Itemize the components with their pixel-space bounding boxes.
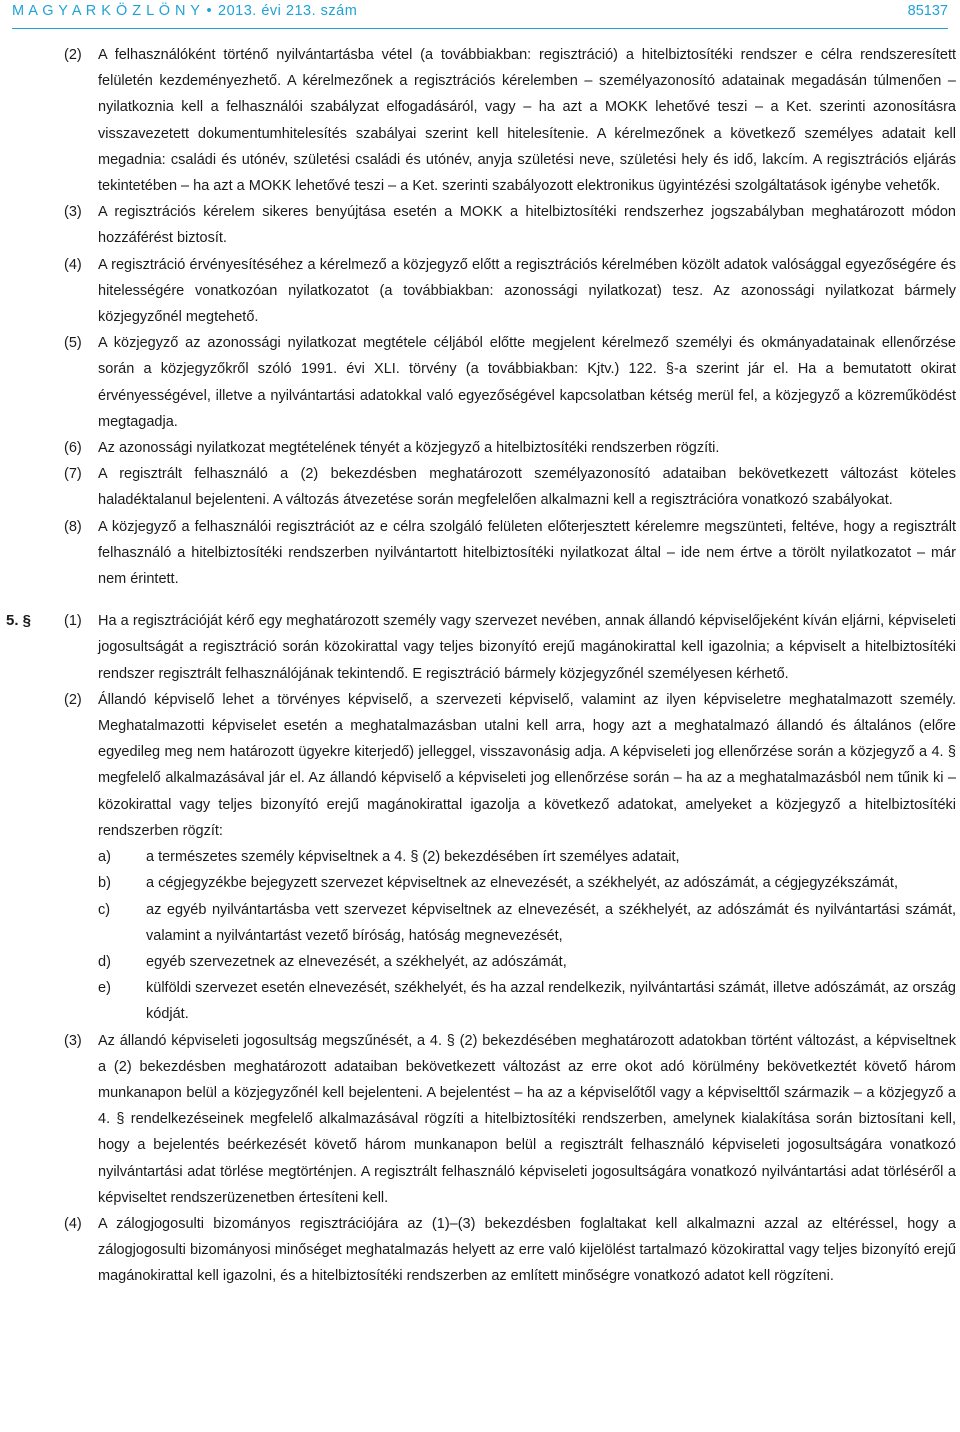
paragraph-number: (6) (64, 440, 82, 457)
paragraph-text: A közjegyző az azonossági nyilatkozat megtétele céljából előtte megjelent kérelmező személyi és okmányadatainak ellenőrzése során a közjegyzőkről szóló 1991. évi XLI. törvény (a továbbiakban: Kjtv.) 122. §-a szerint jár el. Ha a bemutatott okirat érvényességével, illetve a nyilvántartási adatokkal való egyezőségével kapcsolatban kétség merül fel, a közjegyző a közreműködést megtagadja. (98, 335, 956, 430)
paragraph (0, 608, 960, 687)
list-item-letter: d) (98, 953, 111, 970)
list-item-text: külföldi szervezet esetén elnevezését, székhelyét, és ha azzal rendelkezik, nyilvántartási számát, illetve adószámát, az ország kódját. (146, 980, 956, 1023)
paragraph-number: (3) (64, 1032, 82, 1049)
list-item (0, 844, 960, 870)
paragraph-number: (1) (64, 613, 82, 630)
section-label: 5. § (6, 612, 32, 630)
paragraph-text: A felhasználóként történő nyilvántartásba vétel (a továbbiakban: regisztráció) a hitelbiztosítéki rendszer e célra rendszeresített felületén kezdeményezhető. A kérelmezőnek a regisztrációs kérelemben – személyazonosító adatainak megadásán túlmenően – nyilatkoznia kell a felhasználói szabályzat elfogadásáról, vagy – ha azt a MOKK lehetővé teszi – a Ket. szerinti azonosításra visszavezetett dokumentumhitelesítés szabályai szerint kell hitelesítenie. A kérelmezőnek a következő személyes adatait kell megadnia: családi és utónév, születési családi és utónév, anyja születési neve, születési hely és idő, lakcím. A regisztrációs eljárás tekintetében – ha azt a MOKK lehetővé teszi – a Ket. szerinti szabályozott elektronikus ügyintézési szolgáltatások igénybe vehetők. (98, 47, 956, 195)
document-body (0, 42, 960, 1290)
paragraph (0, 461, 960, 513)
publication-title: M A G Y A R K Ö Z L Ö N Y (12, 3, 201, 19)
issue-number: 2013. évi 213. szám (218, 3, 358, 19)
list-item-letter: e) (98, 980, 111, 997)
running-head (12, 3, 357, 19)
list-item-letter: c) (98, 901, 111, 918)
paragraph-text: Állandó képviselő lehet a törvényes képviselő, a szervezeti képviselő, valamint az ilyen képviseletre meghatalmazott személy. Meghatalmazotti képviselet esetén a meghatalmazásban utalni kell arra, hogy azt a meghatalmazó állandó és általános (előre egyedileg meg nem határozott ügyekre kiterjedő) jelleggel, visszavonásig adja. A képviseleti jog ellenőrzése során a közjegyző a 4. § megfelelő alkalmazásával jár el. Az állandó képviselő a képviseleti jog ellenőrzése során – ha az a meghatalmazásból nem tűnik ki – közokirattal vagy teljes bizonyító erejű magánokirattal igazolja a következő adatokat, amelyeket a közjegyző a hitelbiztosítéki rendszerben rögzít: (98, 691, 956, 839)
paragraph-text: A regisztráció érvényesítéséhez a kérelmező a közjegyző előtt a regisztrációs kérelmében közölt adatok valósággal egyezőségére és hitelességére vonatkozóan nyilatkozatot (a továbbiakban: azonossági nyilatkozat) tesz. Az azonossági nyilatkozat bármely közjegyzőnél megtehető. (98, 256, 956, 326)
paragraph-text: A közjegyző a felhasználói regisztrációt az e célra szolgáló felületen előterjesztett kérelemre megszünteti, feltéve, hogy a regisztrált felhasználó a hitelbiztosítéki rendszerben nyilvántartott hitelbiztosítéki nyilatkozat által – ide nem értve a törölt nyilatkozatot – már nem érintett. (98, 518, 956, 588)
paragraph (0, 435, 960, 461)
section-gap (0, 592, 960, 608)
header-bullet: • (206, 3, 213, 19)
page-header (0, 0, 960, 28)
paragraph-text: A zálogjogosulti bizományos regisztrációjára az (1)–(3) bekezdésben foglaltakat kell alkalmazni azzal az eltéréssel, hogy a zálogjogosulti bizományosi minőséget meghatalmazás helyett az erre való kijelölést tartalmazó közokirattal vagy teljes bizonyító erejű magánokirattal kell igazolni, és a hitelbiztosítéki rendszerben az említett minőségre vonatkozó adatot kell rögzíteni. (98, 1215, 956, 1285)
list-item (0, 975, 960, 1027)
enumeration-list (0, 844, 960, 1027)
list-item-text: a természetes személy képviseltnek a 4. § (2) bekezdésében írt személyes adatait, (146, 849, 680, 866)
header-rule (12, 28, 948, 29)
page-number: 85137 (907, 3, 948, 19)
paragraph (0, 687, 960, 844)
paragraph-text: A regisztrációs kérelem sikeres benyújtása esetén a MOKK a hitelbiztosítéki rendszerhez jogszabályban meghatározott módon hozzáférést biztosít. (98, 204, 956, 247)
list-item-text: egyéb szervezetnek az elnevezését, a székhelyét, az adószámát, (146, 953, 567, 970)
paragraph (0, 514, 960, 593)
paragraph-number: (2) (64, 47, 82, 63)
list-item (0, 897, 960, 949)
paragraph (0, 252, 960, 331)
paragraph-number: (4) (64, 1215, 82, 1232)
paragraph-number: (8) (64, 518, 82, 535)
paragraph-text: Az azonossági nyilatkozat megtételének tényét a közjegyző a hitelbiztosítéki rendszerben rögzíti. (98, 440, 720, 457)
paragraph (0, 330, 960, 435)
paragraph-number: (4) (64, 256, 82, 273)
paragraph-text: Ha a regisztrációját kérő egy meghatározott személy vagy szervezet nevében, annak állandó képviselőjeként kíván eljárni, képviseleti jogosultságát a regisztráció során közokirattal vagy teljes bizonyító erejű magánokirattal kell igazolnia; a képviselt a hitelbiztosítéki rendszer regisztrált felhasználójának tekintendő. E regisztráció bármely közjegyzőnél személyesen kérhető. (98, 613, 956, 682)
paragraph-number: (7) (64, 466, 82, 483)
paragraph (0, 42, 960, 199)
paragraph-number: (5) (64, 335, 82, 352)
paragraph (0, 199, 960, 251)
list-item-letter: b) (98, 875, 111, 892)
paragraph-text: Az állandó képviseleti jogosultság megszűnését, a 4. § (2) bekezdésében meghatározott adatokban történt változást, a képviseltnek a (2) bekezdésben meghatározott adataiban bekövetkezett változást az erre okot adó körülmény bekövetkeztét követő három munkanapon belül a közjegyzőnél kell bejelenteni. A bejelentést – ha az a képviselőtől vagy a képviselttől származik – a közjegyző a 4. § rendelkezéseinek megfelelő alkalmazásával rögzíti a hitelbiztosítéki rendszerben, amelynek kialakítása során biztosítani kell, hogy a bejelentés beérkezését követő három munkanapon belül a regisztrált felhasználó képviseleti jogosultságára vonatkozó nyilvántartási adat törlése megtörténjen. A regisztrált felhasználó képviseleti jogosultságára vonatkozó nyilvántartási adat törléséről a képviseltet rendszerüzenetben értesíteni kell. (98, 1032, 956, 1206)
list-item (0, 870, 960, 896)
list-item-text: az egyéb nyilvántartásba vett szervezet képviseltnek az elnevezését, a székhelyét, az adószámát és nyilvántartási számát, valamint a nyilvántartást vezető bíróság, hatóság megnevezését, (146, 901, 956, 944)
list-item-letter: a) (98, 849, 111, 866)
paragraph-number: (2) (64, 691, 82, 708)
section-5 (0, 608, 960, 1289)
list-item-text: a cégjegyzékbe bejegyzett szervezet képviseltnek az elnevezését, a székhelyét, az adószámát, a cégjegyzékszámát, (146, 875, 898, 892)
paragraph-number: (3) (64, 204, 82, 221)
paragraph (0, 1211, 960, 1290)
list-item (0, 949, 960, 975)
section-4-continuation (0, 42, 960, 592)
paragraph-text: A regisztrált felhasználó a (2) bekezdésben meghatározott személyazonosító adataiban bekövetkezett változást köteles haladéktalanul bejelenteni. A változás átvezetése során megfelelően alkalmazni kell a regisztrációra vonatkozó szabályokat. (98, 466, 956, 509)
paragraph (0, 1028, 960, 1211)
